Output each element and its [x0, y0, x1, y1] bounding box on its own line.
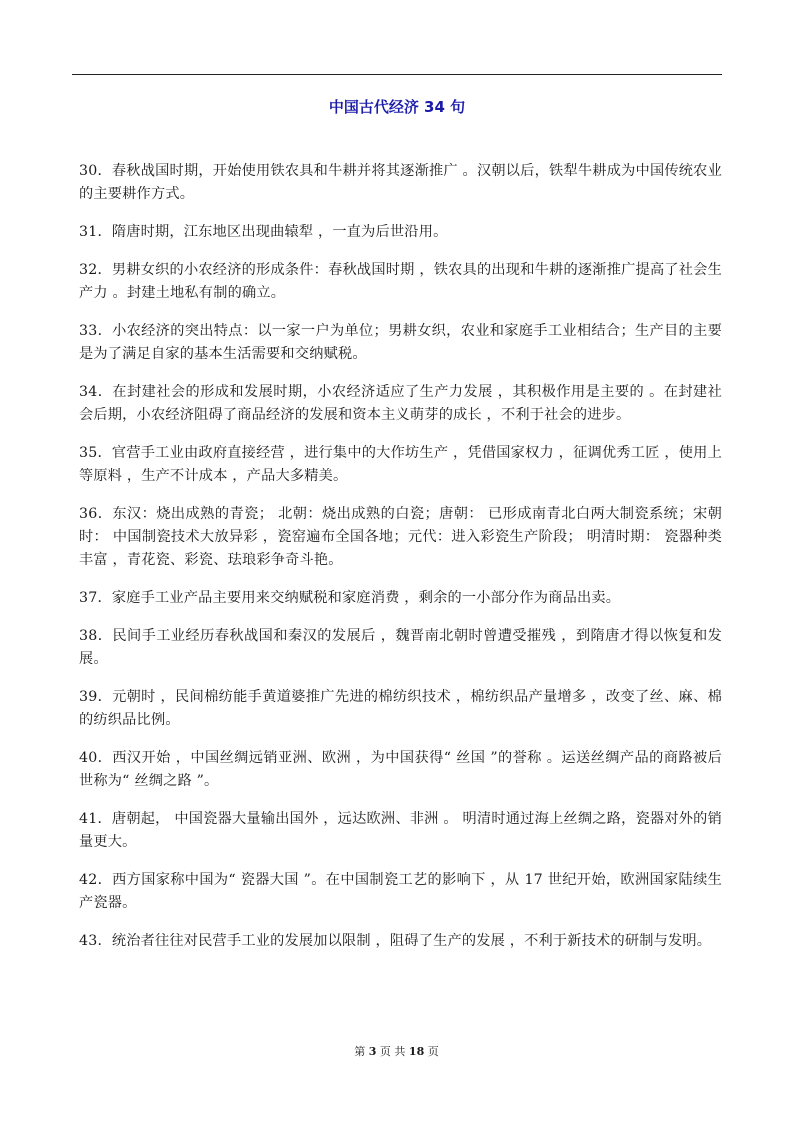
list-item: 30．春秋战国时期，开始使用铁农具和牛耕并将其逐渐推广 。汉朝以后，铁犁牛耕成为中国传统农业的主要耕作方式。: [79, 163, 722, 202]
header-rule: [72, 74, 722, 75]
page-title: 中国古代经济 34 句: [328, 98, 466, 116]
list-item: 43．统治者往往对民营手工业的发展加以限制 ，阻碍了生产的发展 ，不利于新技术的研制与发明。: [79, 933, 712, 949]
list-item: 42．西方国家称中国为“ 瓷器大国 ”。在中国制瓷工艺的影响下 ，从 17 世纪开始，欧洲国家陆续生产瓷器。: [79, 872, 722, 911]
page-footer: [0, 1044, 793, 1060]
list-item: 34．在封建社会的形成和发展时期，小农经济适应了生产力发展 ，其积极作用是主要的 。在封建社会后期，小农经济阻碍了商品经济的发展和资本主义萌芽的成长 ，不利于社会的进步。: [79, 384, 722, 423]
list-item: 39．元朝时 ，民间棉纺能手黄道婆推广先进的棉纺织技术 ，棉纺织品产量增多 ，改变了丝、麻、棉的纺织品比例。: [79, 689, 722, 728]
item-list: [79, 160, 722, 968]
current-page-number: 3: [368, 1045, 377, 1058]
footer-prefix: 第: [354, 1045, 366, 1058]
list-item: 40．西汉开始 ，中国丝绸远销亚洲、欧洲 ，为中国获得“ 丝国 ”的誉称 。运送丝绸产品的商路被后世称为“ 丝绸之路 ”。: [79, 750, 722, 789]
list-item: 36．东汉：烧出成熟的青瓷； 北朝：烧出成熟的白瓷；唐朝： 已形成南青北白两大制瓷系统；宋朝时： 中国制瓷技术大放异彩 ，瓷窑遍布全国各地；元代：进入彩瓷生产阶段； 明清时期： 瓷器种类丰富 ，青花瓷、彩瓷、珐琅彩争奇斗艳。: [79, 506, 722, 568]
list-item: 33．小农经济的突出特点：以一家一户为单位；男耕女织，农业和家庭手工业相结合；生产目的主要是为了满足自家的基本生活需要和交纳赋税。: [79, 323, 722, 362]
total-pages-number: 18: [408, 1045, 425, 1058]
list-item: 41．唐朝起， 中国瓷器大量输出国外 ，远达欧洲、非洲 。 明清时通过海上丝绸之路，瓷器对外的销量更大。: [79, 811, 722, 850]
list-item: 32．男耕女织的小农经济的形成条件：春秋战国时期 ，铁农具的出现和牛耕的逐渐推广提高了社会生产力 。封建土地私有制的确立。: [79, 262, 722, 301]
list-item: 38．民间手工业经历春秋战国和秦汉的发展后 ，魏晋南北朝时曾遭受摧残 ，到隋唐才得以恢复和发展。: [79, 628, 722, 667]
list-item: 35．官营手工业由政府直接经营 ，进行集中的大作坊生产 ，凭借国家权力 ，征调优秀工匠 ，使用上等原料 ，生产不计成本 ，产品大多精美。: [79, 445, 722, 484]
list-item: 31．隋唐时期，江东地区出现曲辕犁 ，一直为后世沿用。: [79, 224, 448, 240]
footer-middle: 页 共: [379, 1045, 406, 1058]
list-item: 37．家庭手工业产品主要用来交纳赋税和家庭消费 ，剩余的一小部分作为商品出卖。: [79, 590, 621, 606]
footer-suffix: 页: [427, 1045, 439, 1058]
